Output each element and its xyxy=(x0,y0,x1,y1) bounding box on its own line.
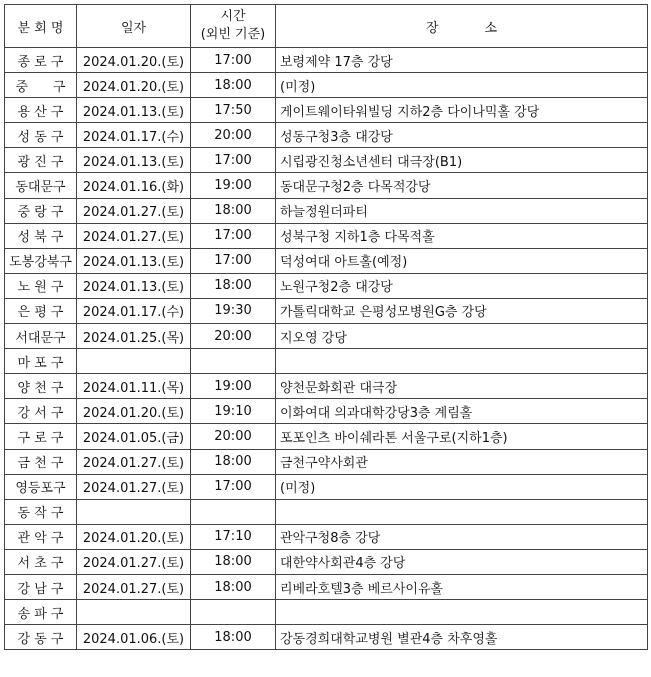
table-row xyxy=(5,48,648,73)
table-row xyxy=(5,324,648,349)
time-cell xyxy=(191,349,276,374)
time-cell: 17:00 xyxy=(191,223,276,248)
place-cell: 동대문구청2층 다목적강당 xyxy=(276,173,648,198)
date-cell: 2024.01.20.(토) xyxy=(77,399,191,424)
time-cell: 17:10 xyxy=(191,524,276,549)
place-cell xyxy=(276,499,648,524)
date-cell: 2024.01.06.(토) xyxy=(77,625,191,650)
table-row xyxy=(5,273,648,298)
time-cell: 17:00 xyxy=(191,248,276,273)
branch-name-cell: 중 구 xyxy=(5,73,77,98)
date-cell: 2024.01.13.(토) xyxy=(77,98,191,123)
time-cell xyxy=(191,600,276,625)
place-cell: (미정) xyxy=(276,474,648,499)
place-cell: 금천구약사회관 xyxy=(276,449,648,474)
branch-name-cell: 광 진 구 xyxy=(5,148,77,173)
branch-name-cell: 양 천 구 xyxy=(5,374,77,399)
time-cell: 18:00 xyxy=(191,449,276,474)
branch-name-cell: 종 로 구 xyxy=(5,48,77,73)
table-row xyxy=(5,549,648,574)
place-cell xyxy=(276,349,648,374)
time-cell: 20:00 xyxy=(191,123,276,148)
time-cell: 19:00 xyxy=(191,173,276,198)
date-cell: 2024.01.13.(토) xyxy=(77,248,191,273)
header-time-label: 시간 xyxy=(220,9,246,24)
place-cell: 가톨릭대학교 은평성모병원G층 강당 xyxy=(276,298,648,323)
date-cell xyxy=(77,600,191,625)
place-cell: 이화여대 의과대학강당3층 계림홀 xyxy=(276,399,648,424)
header-place-part1: 장 xyxy=(425,20,439,36)
place-cell: 관악구청8층 강당 xyxy=(276,524,648,549)
table-row xyxy=(5,98,648,123)
branch-name-cell: 강 남 구 xyxy=(5,574,77,599)
time-cell: 17:50 xyxy=(191,98,276,123)
date-cell: 2024.01.13.(토) xyxy=(77,273,191,298)
table-header-row xyxy=(5,5,648,48)
header-branch-name: 분 회 명 xyxy=(5,5,77,48)
branch-name-cell: 노 원 구 xyxy=(5,273,77,298)
header-place xyxy=(276,5,648,48)
place-cell: 성동구청3층 대강당 xyxy=(276,123,648,148)
branch-name-cell: 관 악 구 xyxy=(5,524,77,549)
table-row xyxy=(5,574,648,599)
branch-name-cell: 강 동 구 xyxy=(5,625,77,650)
place-cell: 하늘정원더파티 xyxy=(276,198,648,223)
place-cell: 노원구청2층 대강당 xyxy=(276,273,648,298)
place-cell: 성북구청 지하1층 다목적홀 xyxy=(276,223,648,248)
branch-name-cell: 서 초 구 xyxy=(5,549,77,574)
branch-name-cell: 성 동 구 xyxy=(5,123,77,148)
table-row xyxy=(5,223,648,248)
date-cell: 2024.01.11.(목) xyxy=(77,374,191,399)
header-date: 일자 xyxy=(77,5,191,48)
table-row xyxy=(5,449,648,474)
schedule-table xyxy=(4,4,648,650)
place-cell: 덕성여대 아트홀(예정) xyxy=(276,248,648,273)
time-cell: 18:00 xyxy=(191,625,276,650)
date-cell: 2024.01.27.(토) xyxy=(77,549,191,574)
table-row xyxy=(5,173,648,198)
date-cell: 2024.01.17.(수) xyxy=(77,123,191,148)
date-cell xyxy=(77,349,191,374)
date-cell: 2024.01.16.(화) xyxy=(77,173,191,198)
place-cell: 게이트웨이타워빌딩 지하2층 다이나믹홀 강당 xyxy=(276,98,648,123)
schedule-table-container xyxy=(4,4,648,650)
branch-name-cell: 도봉강북구 xyxy=(5,248,77,273)
date-cell: 2024.01.20.(토) xyxy=(77,524,191,549)
time-cell: 18:00 xyxy=(191,574,276,599)
time-cell: 18:00 xyxy=(191,273,276,298)
date-cell: 2024.01.27.(토) xyxy=(77,223,191,248)
place-cell: 양천문화회관 대극장 xyxy=(276,374,648,399)
time-cell: 17:00 xyxy=(191,48,276,73)
place-cell: 시립광진청소년센터 대극장(B1) xyxy=(276,148,648,173)
time-cell: 19:00 xyxy=(191,374,276,399)
table-row xyxy=(5,123,648,148)
table-row xyxy=(5,625,648,650)
branch-name-cell: 동대문구 xyxy=(5,173,77,198)
header-time xyxy=(191,5,276,48)
place-cell: 지오영 강당 xyxy=(276,324,648,349)
time-cell: 20:00 xyxy=(191,424,276,449)
time-cell: 17:00 xyxy=(191,474,276,499)
table-row xyxy=(5,524,648,549)
date-cell: 2024.01.13.(토) xyxy=(77,148,191,173)
header-time-note: (외빈 기준) xyxy=(200,27,266,42)
table-row xyxy=(5,298,648,323)
table-row xyxy=(5,600,648,625)
place-cell: 강동경희대학교병원 별관4층 차후영홀 xyxy=(276,625,648,650)
date-cell: 2024.01.27.(토) xyxy=(77,574,191,599)
place-cell: (미정) xyxy=(276,73,648,98)
date-cell: 2024.01.05.(금) xyxy=(77,424,191,449)
table-row xyxy=(5,399,648,424)
branch-name-cell: 용 산 구 xyxy=(5,98,77,123)
place-cell xyxy=(276,600,648,625)
place-cell: 대한약사회관4층 강당 xyxy=(276,549,648,574)
place-cell: 리베라호텔3층 베르사이유홀 xyxy=(276,574,648,599)
date-cell: 2024.01.27.(토) xyxy=(77,198,191,223)
time-cell: 19:30 xyxy=(191,298,276,323)
time-cell: 18:00 xyxy=(191,198,276,223)
table-row xyxy=(5,374,648,399)
date-cell: 2024.01.17.(수) xyxy=(77,298,191,323)
header-place-part2: 소 xyxy=(484,20,498,36)
table-row xyxy=(5,349,648,374)
branch-name-cell: 금 천 구 xyxy=(5,449,77,474)
table-row xyxy=(5,499,648,524)
date-cell: 2024.01.20.(토) xyxy=(77,48,191,73)
date-cell: 2024.01.27.(토) xyxy=(77,474,191,499)
branch-name-cell: 중 랑 구 xyxy=(5,198,77,223)
table-row xyxy=(5,73,648,98)
branch-name-cell: 은 평 구 xyxy=(5,298,77,323)
branch-name-cell: 강 서 구 xyxy=(5,399,77,424)
table-row xyxy=(5,474,648,499)
time-cell: 20:00 xyxy=(191,324,276,349)
branch-name-cell: 성 북 구 xyxy=(5,223,77,248)
branch-name-cell: 송 파 구 xyxy=(5,600,77,625)
date-cell xyxy=(77,499,191,524)
time-cell: 17:00 xyxy=(191,148,276,173)
date-cell: 2024.01.25.(목) xyxy=(77,324,191,349)
table-row xyxy=(5,248,648,273)
table-row xyxy=(5,198,648,223)
time-cell: 18:00 xyxy=(191,549,276,574)
time-cell: 19:10 xyxy=(191,399,276,424)
time-cell: 18:00 xyxy=(191,73,276,98)
branch-name-cell: 동 작 구 xyxy=(5,499,77,524)
table-row xyxy=(5,148,648,173)
time-cell xyxy=(191,499,276,524)
date-cell: 2024.01.20.(토) xyxy=(77,73,191,98)
branch-name-cell: 구 로 구 xyxy=(5,424,77,449)
table-row xyxy=(5,424,648,449)
date-cell: 2024.01.27.(토) xyxy=(77,449,191,474)
branch-name-cell: 마 포 구 xyxy=(5,349,77,374)
place-cell: 보령제약 17층 강당 xyxy=(276,48,648,73)
table-body xyxy=(5,48,648,650)
place-cell: 포포인츠 바이쉐라톤 서울구로(지하1층) xyxy=(276,424,648,449)
branch-name-cell: 영등포구 xyxy=(5,474,77,499)
branch-name-cell: 서대문구 xyxy=(5,324,77,349)
